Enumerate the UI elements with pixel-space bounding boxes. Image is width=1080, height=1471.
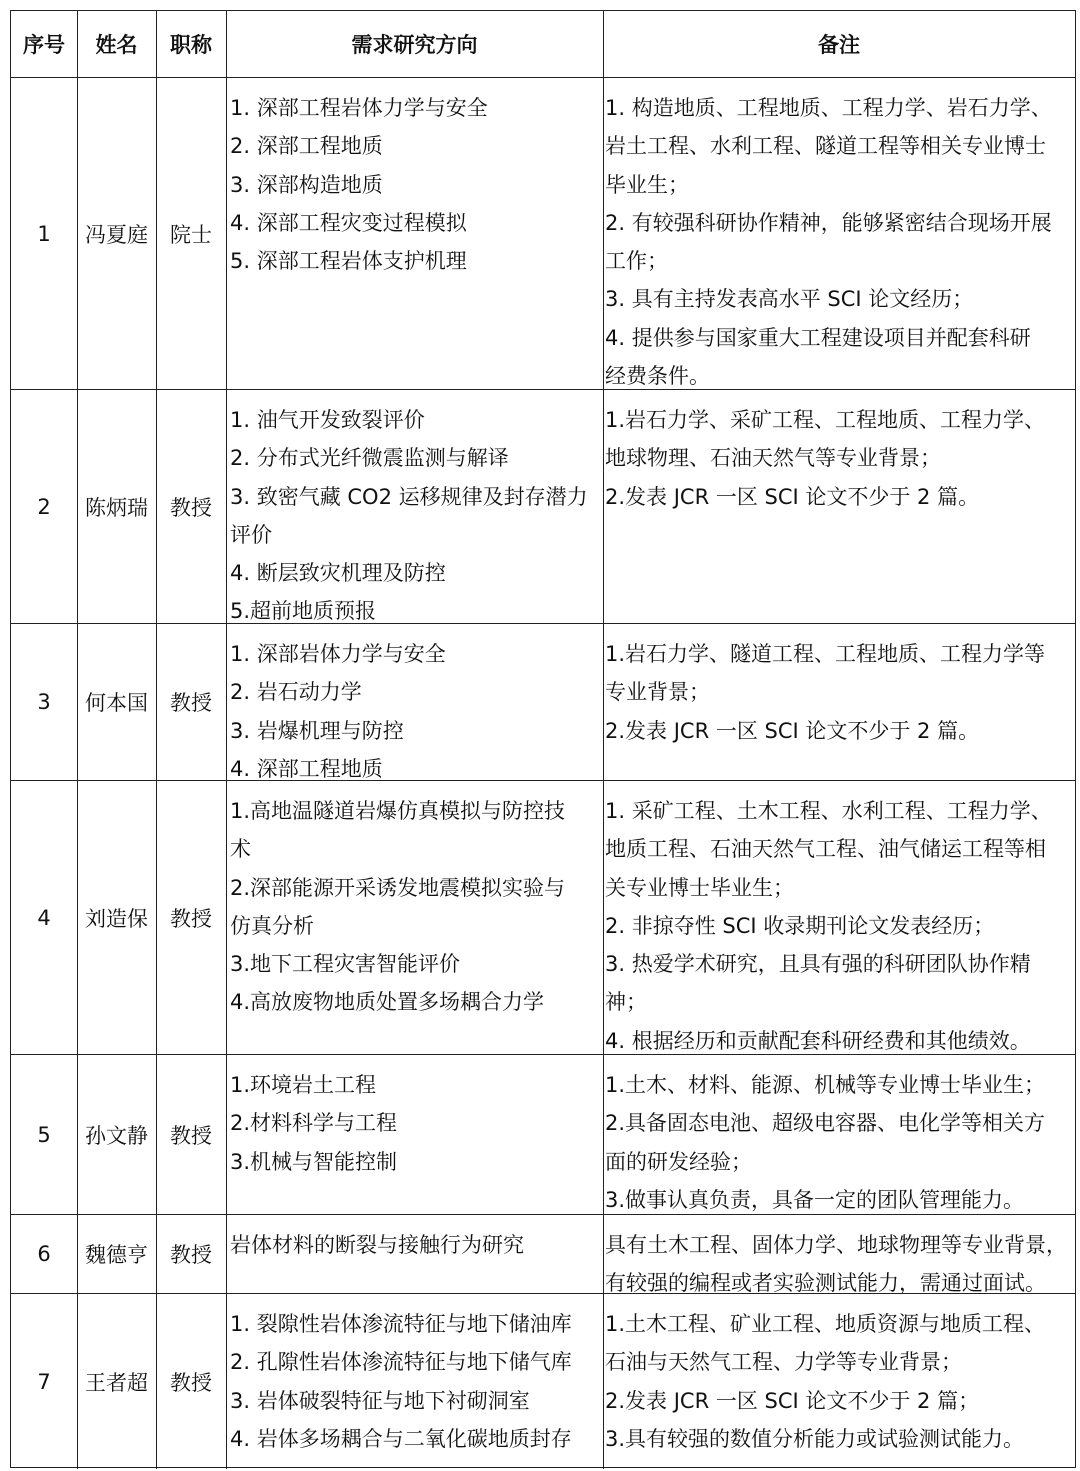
column-divider [603, 1294, 604, 1469]
column-divider [603, 1215, 604, 1293]
direction-line: 4. 深部工程灾变过程模拟 [230, 210, 467, 235]
direction-line: 评价 [230, 522, 272, 547]
table-row [11, 1293, 1075, 1469]
direction-line: 3. 岩爆机理与防控 [230, 718, 404, 743]
direction-line: 仿真分析 [230, 913, 314, 938]
remark-line: 地质工程、石油天然气工程、油气储运工程等相 [605, 837, 1046, 862]
column-divider [156, 624, 157, 780]
person-name: 冯夏庭 [85, 222, 148, 247]
direction-line: 1. 深部岩体力学与安全 [230, 642, 446, 666]
remark-line: 关专业博士毕业生； [605, 875, 794, 900]
row-index: 2 [37, 494, 51, 519]
job-title: 院士 [170, 222, 212, 247]
job-title: 教授 [170, 1123, 212, 1148]
column-divider [77, 1294, 78, 1469]
column-divider [77, 11, 78, 77]
column-divider [226, 11, 227, 77]
direction-line: 2. 分布式光纤微震监测与解译 [230, 446, 509, 471]
direction-line: 2. 孔隙性岩体渗流特征与地下储气库 [230, 1350, 572, 1375]
column-divider [77, 781, 78, 1054]
remark-line: 3. 热爱学术研究，且具有强的科研团队协作精 [605, 952, 1031, 977]
person-name: 王者超 [85, 1370, 148, 1395]
column-divider [226, 624, 227, 780]
table-row [11, 1214, 1075, 1296]
row-index: 4 [37, 905, 51, 930]
table-row [11, 77, 1075, 389]
remark-line: 2.具备固态电池、超级电容器、电化学等相关方 [605, 1111, 1046, 1136]
remarks [603, 78, 1075, 389]
remark-line: 2. 非掠夺性 SCI 收录期刊论文发表经历； [605, 913, 995, 938]
direction-line: 1. 裂隙性岩体渗流特征与地下储油库 [230, 1312, 572, 1336]
column-divider [226, 1215, 227, 1293]
column-divider [226, 781, 227, 1054]
remark-line: 毕业生； [605, 172, 689, 197]
column-divider [156, 78, 157, 389]
job-title: 教授 [170, 691, 212, 715]
column-divider [156, 11, 157, 77]
header-remarks: 备注 [818, 33, 860, 57]
table-row [11, 623, 1075, 780]
job-title: 教授 [170, 1243, 212, 1267]
remarks [603, 1215, 1075, 1296]
column-divider [226, 1294, 227, 1469]
job-title: 教授 [170, 1370, 212, 1395]
remarks [603, 390, 1075, 623]
direction-line: 4. 岩体多场耦合与二氧化碳地质封存 [230, 1426, 572, 1451]
remark-line: 神； [605, 990, 647, 1015]
research-directions [226, 624, 603, 780]
requirements-table [10, 10, 1076, 1468]
remark-line: 3.做事认真负责，具备一定的团队管理能力。 [605, 1187, 1025, 1212]
remark-line: 3. 具有主持发表高水平 SCI 论文经历； [605, 287, 974, 312]
remark-line: 经费条件。 [605, 364, 710, 389]
remark-line: 工作； [605, 249, 668, 274]
column-divider [603, 624, 604, 780]
job-title: 教授 [170, 906, 212, 931]
column-divider [603, 1055, 604, 1214]
column-divider [77, 78, 78, 389]
header-index: 序号 [23, 33, 65, 57]
header-title: 职称 [170, 33, 212, 57]
remark-line: 岩土工程、水利工程、隧道工程等相关专业博士 [605, 134, 1046, 159]
remark-line: 4. 根据经历和贡献配套科研经费和其他绩效。 [605, 1028, 1031, 1053]
direction-line: 1. 油气开发致裂评价 [230, 408, 425, 432]
direction-line: 5. 深部工程岩体支护机理 [230, 249, 467, 274]
row-index: 6 [37, 1242, 51, 1266]
direction-line: 3.机械与智能控制 [230, 1149, 398, 1174]
direction-line: 3.地下工程灾害智能评价 [230, 952, 461, 977]
remark-line: 2.发表 JCR 一区 SCI 论文不少于 2 篇。 [605, 718, 980, 743]
remark-line: 2.发表 JCR 一区 SCI 论文不少于 2 篇。 [605, 484, 980, 509]
row-index: 3 [37, 690, 51, 714]
row-index: 1 [37, 221, 51, 246]
person-name: 陈炳瑞 [85, 495, 148, 520]
person-name: 孙文静 [85, 1123, 148, 1148]
direction-line: 1.高地温隧道岩爆仿真模拟与防控技 [230, 799, 566, 823]
remark-line: 专业背景； [605, 680, 710, 705]
column-divider [156, 1294, 157, 1469]
column-divider [603, 11, 604, 77]
direction-line: 5.超前地质预报 [230, 599, 377, 624]
direction-line: 1.环境岩土工程 [230, 1073, 377, 1097]
table-header [11, 11, 1075, 77]
column-divider [603, 781, 604, 1054]
column-divider [226, 78, 227, 389]
remark-line: 有较强的编程或者实验测试能力，需通过面试。 [605, 1271, 1046, 1296]
remark-line: 1.岩石力学、隧道工程、工程地质、工程力学等 [605, 642, 1046, 666]
remark-line: 1.土木、材料、能源、机械等专业博士毕业生； [605, 1073, 1046, 1097]
remark-line: 2. 有较强科研协作精神，能够紧密结合现场开展 [605, 210, 1052, 235]
direction-line: 1. 深部工程岩体力学与安全 [230, 96, 488, 120]
remark-line: 3.具有较强的数值分析能力或试验测试能力。 [605, 1426, 1025, 1451]
column-divider [156, 390, 157, 623]
row-index: 5 [37, 1122, 51, 1147]
direction-line: 4. 深部工程地质 [230, 756, 383, 781]
table-row [11, 780, 1075, 1054]
direction-line: 2.深部能源开采诱发地震模拟实验与 [230, 875, 566, 900]
remark-line: 具有土木工程、固体力学、地球物理等专业背景， [605, 1233, 1067, 1257]
remark-line: 2.发表 JCR 一区 SCI 论文不少于 2 篇； [605, 1388, 980, 1413]
column-divider [156, 781, 157, 1054]
direction-line: 2. 岩石动力学 [230, 680, 362, 705]
direction-line: 2. 深部工程地质 [230, 134, 383, 159]
column-divider [603, 78, 604, 389]
remark-line: 地球物理、石油天然气等专业背景； [605, 446, 941, 471]
direction-line: 术 [230, 837, 251, 862]
header-direction: 需求研究方向 [351, 33, 478, 57]
column-divider [603, 390, 604, 623]
column-divider [226, 1055, 227, 1214]
remark-line: 1. 构造地质、工程地质、工程力学、岩石力学、 [605, 96, 1052, 120]
remarks [603, 1294, 1075, 1469]
column-divider [77, 390, 78, 623]
research-directions [226, 1055, 603, 1214]
table-row [11, 389, 1075, 623]
remark-line: 4. 提供参与国家重大工程建设项目并配套科研 [605, 325, 1031, 350]
remark-line: 面的研发经验； [605, 1149, 752, 1174]
direction-line: 4.高放废物地质处置多场耦合力学 [230, 990, 545, 1015]
remarks [603, 624, 1075, 780]
person-name: 魏德亨 [85, 1243, 148, 1267]
research-directions [226, 1294, 603, 1469]
direction-line: 3. 致密气藏 CO2 运移规律及封存潜力 [230, 484, 588, 509]
header-name: 姓名 [95, 33, 138, 57]
person-name: 何本国 [85, 691, 148, 715]
column-divider [226, 390, 227, 623]
column-divider [156, 1215, 157, 1293]
job-title: 教授 [170, 495, 212, 520]
remarks [603, 1055, 1075, 1214]
person-name: 刘造保 [85, 906, 148, 931]
direction-line: 2.材料科学与工程 [230, 1111, 398, 1136]
remarks [603, 781, 1075, 1054]
remark-line: 1.土木工程、矿业工程、地质资源与地质工程、 [605, 1312, 1046, 1336]
column-divider [77, 1055, 78, 1214]
remark-line: 石油与天然气工程、力学等专业背景； [605, 1350, 962, 1375]
column-divider [156, 1055, 157, 1214]
research-directions [226, 781, 603, 1054]
remark-line: 1.岩石力学、采矿工程、工程地质、工程力学、 [605, 408, 1046, 432]
row-index: 7 [37, 1369, 51, 1394]
direction-line: 3. 岩体破裂特征与地下衬砌洞室 [230, 1388, 530, 1413]
research-directions [226, 1215, 603, 1293]
direction-line: 3. 深部构造地质 [230, 172, 383, 197]
direction-line: 4. 断层致灾机理及防控 [230, 561, 446, 586]
research-directions [226, 390, 603, 623]
table-row [11, 1054, 1075, 1214]
research-directions [226, 78, 603, 389]
remark-line: 1. 采矿工程、土木工程、水利工程、工程力学、 [605, 799, 1052, 823]
column-divider [77, 1215, 78, 1293]
direction-line: 岩体材料的断裂与接触行为研究 [230, 1233, 524, 1257]
column-divider [77, 624, 78, 780]
